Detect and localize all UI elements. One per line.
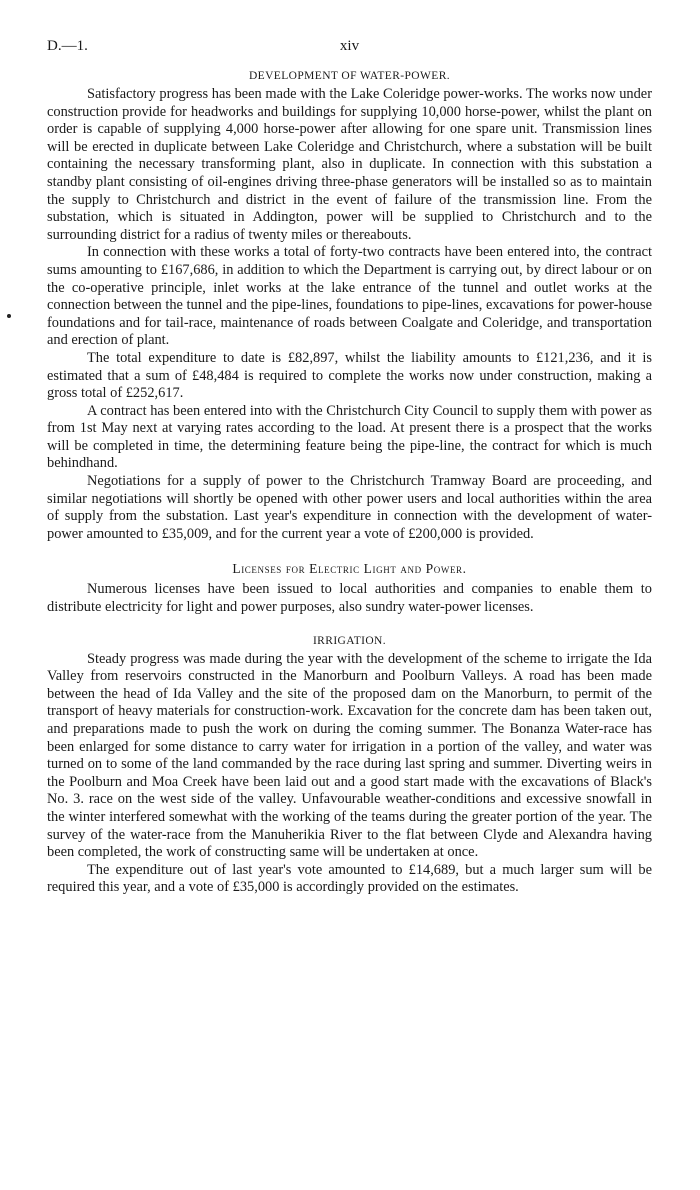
paragraph: Steady progress was made during the year with the development of the scheme to irrigate the Ida Valley from reservoirs constructed in the Manorburn and Poolburn Valleys. A road has been made between the head of Ida Valley and the site of the proposed dam on the Manorburn, to permit of the transport of heavy materials for construction-work. Excavation for the concrete dam has been taken out, and preparations made to push the work on during the coming summer. The Bonanza Water-race has been enlarged for some distance to carry water for irrigation in a portion of the valley, and water was turned on to some of the land commanded by the race during last spring and summer. Diverting weirs in the Poolburn and Moa Creek have been laid out and a good start made with the excavations of Black's No. 3. race on the west side of the valley. Unfavourable weather-conditions and excessive snowfall in the winter interfered somewhat with the working of the teams during the greater portion of the year. The survey of the water-race from the Manuherikia River to the flat between Clyde and Alexandra having been completed, the work of constructing same will be undertaken at once. [47, 650, 652, 861]
page-number: xiv [339, 38, 360, 54]
paragraph: Negotiations for a supply of power to the Christchurch Tramway Board are proceeding, and similar negotiations will shortly be opened with other power users and local authorities within the area of supply from the substation. Last year's expenditure in connection with the development of water-power amounted to £35,009, and for the current year a vote of £200,000 is provided. [47, 473, 652, 542]
paragraph: In connection with these works a total of forty-two contracts have been entered into, the contract sums amounting to £167,686, in addition to which the Department is carrying out, by direct labour or on the co-operative principle, inlet works at the lake entrance of the tunnel and outlet works at the connection between the tunnel and the pipe-lines, foundations to pipe-lines, excavations for power-house foundations and for tail-race, maintenance of roads between Coalgate and Coleridge, and transportation and erection of plant. [47, 244, 652, 349]
running-header [47, 38, 652, 62]
section-heading-water-power: DEVELOPMENT OF WATER-POWER. [248, 70, 451, 82]
paragraph: The total expenditure to date is £82,897, whilst the liability amounts to £121,236, and it is estimated that a sum of £48,484 is required to complete the works now under construction, making a gross total of £252,617. [47, 349, 652, 402]
margin-mark [7, 314, 11, 318]
paragraph: Satisfactory progress has been made with the Lake Coleridge power-works. The works now under construction provide for headworks and buildings for supplying 10,000 horse-power, whilst the plant on order is capable of supplying 4,000 horse-power after allowing for one spare unit. Transmission lines will be erected in duplicate between Lake Coleridge and Christchurch, where a substation will be built containing the necessary transforming plant, also in duplicate. In connection with this substation a standby plant consisting of oil-engines driving three-phase generators will be installed so as to maintain the supply to Christchurch and district in the event of failure of the transmission line. From the substation, which is situated in Addington, power will be supplied to Christchurch and to the surrounding district for a radius of twenty miles or thereabouts. [47, 86, 652, 243]
document-page [47, 38, 652, 897]
paragraph: A contract has been entered into with the Christchurch City Council to supply them with power as from 1st May next at varying rates according to the load. At present there is a prospect that the works will be completed in time, the determining feature being the pipe-line, the contract for which is much behindhand. [47, 402, 652, 472]
paragraph: The expenditure out of last year's vote amounted to £14,689, but a much larger sum will be required this year, and a vote of £35,000 is accordingly provided on the estimates. [47, 861, 652, 896]
section-heading-irrigation: IRRIGATION. [312, 634, 387, 647]
section-heading-licenses: Licenses for Electric Light and Power. [232, 561, 467, 577]
document-reference: D.—1. [47, 38, 88, 54]
paragraph: Numerous licenses have been issued to local authorities and companies to enable them to distribute electricity for light and power purposes, also sundry water-power licenses. [47, 581, 652, 616]
